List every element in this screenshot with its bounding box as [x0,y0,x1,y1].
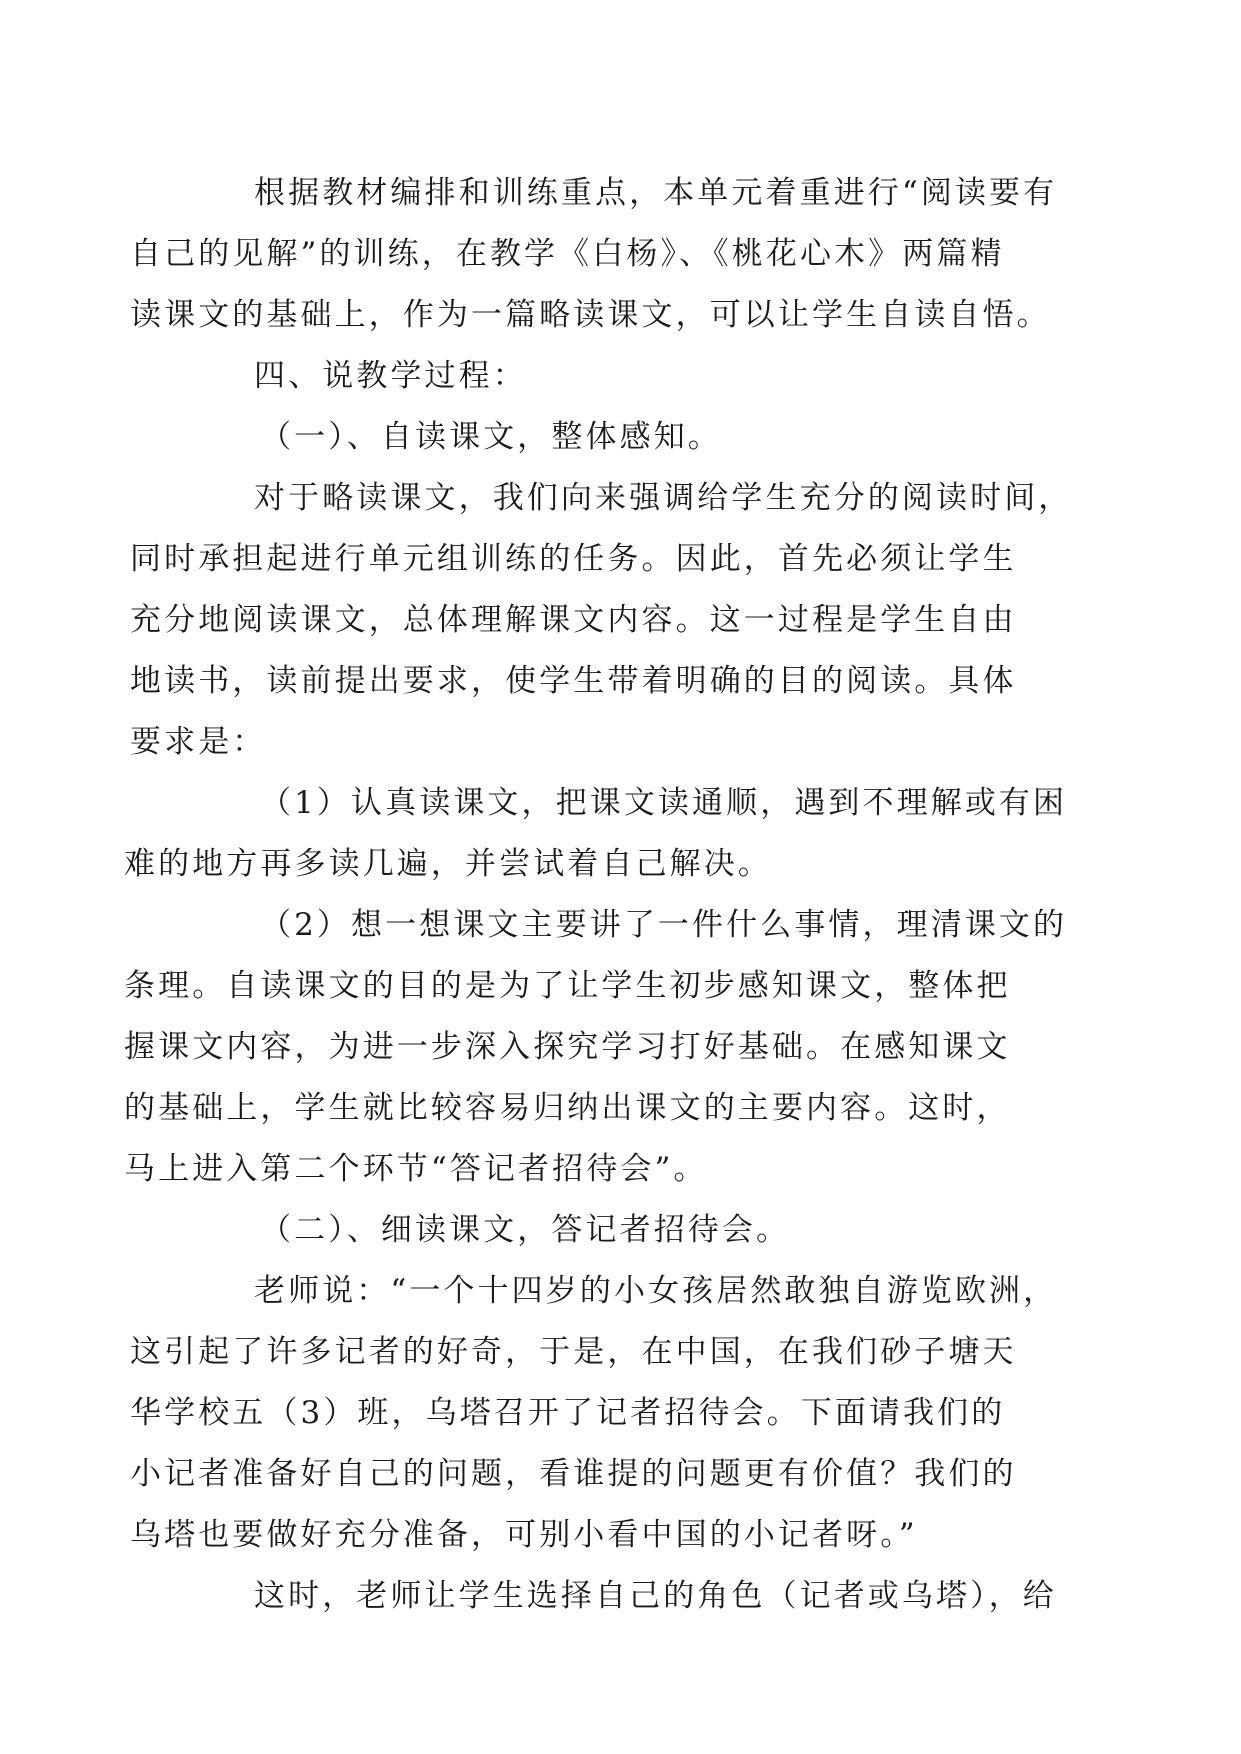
text-line: （2）想一想课文主要讲了一件什么事情，理清课文的 [260,907,1068,943]
text-line: 自己的见解”的训练，在教学《白杨》、《桃花心木》两篇精 [130,236,1005,272]
paragraph-intro [130,163,1058,346]
subheading-text: （二）、细读课文，答记者招待会。 [260,1212,791,1248]
text-line: 根据教材编排和训练重点，本单元着重进行“阅读要有 [254,175,1058,211]
list-item-2 [124,895,1068,1200]
text-line: 读课文的基础上，作为一篇略读课文，可以让学生自读自悟。 [130,297,1051,333]
paragraph-role-selection [192,1566,1057,1627]
text-line: 小记者准备好自己的问题，看谁提的问题更有价值？我们的 [130,1456,1017,1492]
list-item-1 [124,773,1068,895]
text-line: 地读书，读前提出要求，使学生带着明确的目的阅读。具体 [130,663,1017,699]
paragraph-teacher-speech [130,1261,1058,1566]
text-line: 握课文内容，为进一步深入探究学习打好基础。在感知课文 [124,1029,1011,1065]
heading-text: 四、说教学过程： [254,358,527,394]
text-line: 同时承担起进行单元组训练的任务。因此，首先必须让学生 [130,541,1017,577]
document-body [124,163,1073,1627]
text-line: 这时，老师让学生选择自己的角色（记者或乌塔），给 [254,1578,1057,1614]
section-heading [192,346,1052,407]
text-line: 乌塔也要做好充分准备，可别小看中国的小记者呀。” [130,1517,918,1553]
text-line: 充分地阅读课文，总体理解课文内容。这一过程是学生自由 [130,602,1017,638]
text-line: 对于略读课文，我们向来强调给学生充分的阅读时间， [254,480,1073,516]
text-line: （1）认真读课文，把课文读通顺，遇到不理解或有困 [260,785,1068,821]
subsection-heading-2 [192,1200,1052,1261]
subsection-heading-1 [192,407,1052,468]
paragraph-reading [130,468,1073,773]
text-line: 华学校五（3）班，乌塔召开了记者招待会。下面请我们的 [130,1395,1006,1431]
text-line: 马上进入第二个环节“答记者招待会”。 [124,1151,708,1187]
text-line: 的基础上，学生就比较容易归纳出课文的主要内容。这时， [124,1090,1011,1126]
subheading-text: （一）、自读课文，整体感知。 [260,419,722,455]
text-line: 老师说：“一个十四岁的小女孩居然敢独自游览欧洲， [254,1273,1058,1309]
text-line: 难的地方再多读几遍，并尝试着自己解决。 [124,846,772,882]
text-line: 要求是： [130,724,267,760]
text-line: 条理。自读课文的目的是为了让学生初步感知课文，整体把 [124,968,1011,1004]
text-line: 这引起了许多记者的好奇，于是，在中国，在我们砂子塘天 [130,1334,1017,1370]
